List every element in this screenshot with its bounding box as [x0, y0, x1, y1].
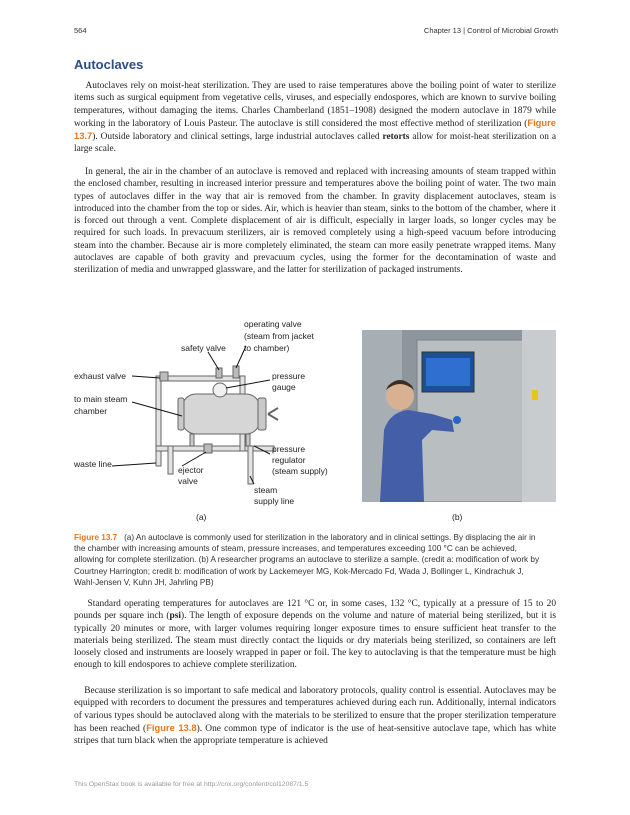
caption-text: (a) An autoclave is commonly used for sterilization in the laboratory and in clinical settings. By displacing the air in the chamber with increasing amounts of steam, pressure increases, and temperatures exceeding 100 °C can be achieved, allowing for complete sterilization. (b) A researcher programs an autoclave to sterilize a sample. (credit a: modification of work by Courtney Harrington; credit b: modification of work by Lackemeyer MG, Kok-Mercado Fd, Wada J, Bollinger L, Kindrachuk J, Wahl-Jensen V, Kuhn JH, Jahrling PB) — [74, 533, 540, 587]
footer-note: This OpenStax book is available for free at http://cnx.org/content/col12087/1.5 — [74, 781, 309, 788]
subfigure-a-label: (a) — [196, 512, 207, 522]
paragraph-4 — [74, 685, 556, 747]
autoclave-drawing — [156, 366, 278, 484]
page-number: 564 — [74, 26, 87, 35]
label-steam-supply-2: supply line — [254, 496, 295, 506]
label-pressure-gauge-2: gauge — [272, 382, 296, 392]
label-pressure-regulator-1: pressure — [272, 444, 306, 454]
section-title: Autoclaves — [74, 57, 144, 72]
term-retorts: retorts — [382, 132, 410, 143]
label-operating-valve-3: to chamber) — [244, 343, 290, 353]
paragraph-3 — [74, 598, 556, 672]
label-operating-valve-2: (steam from jacket — [244, 331, 314, 341]
label-ejector-valve-2: valve — [178, 476, 198, 486]
label-exhaust-valve: exhaust valve — [74, 371, 126, 381]
paragraph-1-text-b: ). Outside laboratory and clinical settings, large industrial autoclaves called — [92, 132, 383, 143]
label-safety-valve: safety valve — [181, 343, 226, 353]
label-main-chamber-1: to main steam — [74, 394, 128, 404]
paragraph-3-text-a: Standard operating temperatures for autoclaves are 121 °C or, in some cases, 132 °C, typically at a pressure of 15 to 20 pounds per square inch ( — [74, 599, 557, 622]
figure-13-8-link[interactable]: Figure 13.8 — [146, 721, 197, 733]
researcher-photo — [362, 330, 556, 502]
label-pressure-regulator-3: (steam supply) — [272, 466, 328, 476]
label-pressure-gauge-1: pressure — [272, 371, 306, 381]
autoclave-diagram — [70, 318, 340, 514]
paragraph-3-text-b: ). The length of exposure depends on the volume and nature of material being sterilized, but it is typically 20 minutes or more, with larger volumes requiring longer exposure times to ensure sufficient heat transfer to the materials being sterilized. The steam must directly contact the liquids or dry materials being sterilized, so containers are left loosely closed and instruments are loosely wrapped in paper or foil. The key to autoclaving is that the temperature must be high enough to kill endospores to achieve complete sterilization. — [74, 611, 556, 671]
label-main-chamber-2: chamber — [74, 406, 108, 416]
paragraph-4-text-b: ). One common type of indicator is the use of heat-sensitive autoclave tape, which has white stripes that turn black when the appropriate temperature is achieved — [74, 723, 557, 747]
paragraph-1-text-a: Autoclaves rely on moist-heat sterilization. They are used to raise temperatures above the boiling point of water to sterilize items such as surgical equipment from vegetative cells, viruses, and especially endospores, which are known to survive boiling temperatures, without damaging the items. Charles Chamberland (1851–1908) designed the modern autoclave in 1879 while working in the laboratory of Louis Pasteur. The autoclave is still considered the most effective method of sterilization ( — [74, 81, 556, 129]
figure-caption — [74, 532, 544, 588]
caption-figure-label: Figure 13.7 — [74, 533, 118, 542]
paragraph-1 — [74, 80, 556, 156]
label-steam-supply-1: steam — [254, 485, 278, 495]
paragraph-2 — [74, 166, 556, 277]
label-ejector-valve-1: ejector — [178, 465, 204, 475]
paragraph-1-text-c: allow for moist-heat sterilization on a large scale. — [74, 132, 556, 155]
term-psi: psi — [169, 611, 181, 622]
running-header: Chapter 13 | Control of Microbial Growth — [423, 26, 558, 35]
paragraph-4-text-a: Because sterilization is so important to safe medical and laboratory protocols, quality control is essential. Autoclaves may be equipped with recorders to document the pressures and temperatures achieved during each run. Additionally, internal indicators of various types should be autoclaved along with the materials to be sterilized to ensure that the proper sterilization temperature has been reached ( — [74, 686, 557, 734]
photo-illustration — [362, 330, 556, 502]
figure-13-7-link[interactable]: Figure 13.7 — [74, 116, 556, 142]
subfigure-b-label: (b) — [452, 512, 463, 522]
label-operating-valve-1: operating valve — [244, 319, 302, 329]
label-waste-line: waste line — [74, 459, 112, 469]
paragraph-2-text: In general, the air in the chamber of an autoclave is removed and replaced with increasing amounts of steam trapped within the enclosed chamber, resulting in increased interior pressure and temperatures above the boiling point of water. The two main types of autoclaves differ in the way that air is removed from the chamber. In gravity displacement autoclaves, steam is introduced into the chamber from the top or sides. Air, which is heavier than steam, sinks to the bottom of the chamber, where it is forced out through a vent. Complete displacement of air is difficult, especially in larger loads, so longer cycles may be required for such loads. In prevacuum sterilizers, air is removed completely using a high-speed vacuum before introducing steam into the chamber. Because air is more completely eliminated, the steam can more easily penetrate wrapped items. Many autoclaves are capable of both gravity and prevacuum cycles, using the former for the decontamination of waste and sterilization of media and unwrapped glassware, and the latter for sterilization of packaged instruments. — [74, 167, 556, 276]
label-pressure-regulator-2: regulator — [272, 455, 306, 465]
